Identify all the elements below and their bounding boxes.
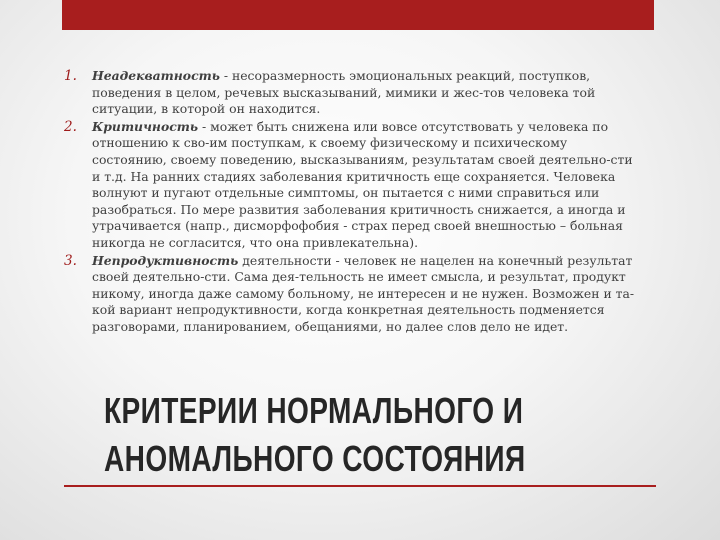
item-term: Неадекватность — [92, 68, 220, 83]
slide-title-line-1: КРИТЕРИИ НОРМАЛЬНОГО И — [104, 390, 524, 431]
item-number: 2. — [64, 118, 77, 135]
item-number: 1. — [64, 68, 77, 84]
slide-title — [104, 387, 541, 483]
list-item — [64, 253, 644, 336]
item-body — [92, 68, 644, 118]
item-body — [92, 253, 644, 336]
slide-title-line-2: АНОМАЛЬНОГО СОСТОЯНИЯ — [104, 438, 526, 479]
top-accent-bar — [62, 0, 654, 30]
bottom-divider — [64, 485, 656, 487]
item-term: Критичность — [92, 118, 199, 134]
list-item — [64, 68, 644, 118]
list-item — [64, 119, 644, 252]
item-body — [92, 119, 644, 252]
item-text: - может быть снижена или вовсе отсутствовать у человека по отношению к сво-им поступкам, к своему физическому и психическому состоянию, своему поведению, высказываниям, результатам своей деятельно-сти и т.д. На ранних стадиях заболевания критичность еще сохраняется. Человека волнуют и пугают отдельные симптомы, он пытается с ними справиться или разобраться. По мере развития заболевания критичность снижается, а иногда и утрачивается (напр., дисморфофобия - страх перед своей внешностью – больная никогда не согласится, что она привлекательна). — [92, 118, 633, 250]
criteria-list — [64, 68, 644, 337]
item-number: 3. — [64, 252, 77, 269]
item-text: - несоразмерность эмоциональных реакций, поступков, поведения в целом, речевых высказываний, мимики и жес-тов человека той ситуации, в которой он находится. — [92, 68, 596, 117]
item-term: Непродуктивность — [92, 252, 239, 268]
item-text: деятельности - человек не нацелен на конечный результат своей деятельно-сти. Сама дея-тельность не имеет смысла, и результат, продукт никому, иногда даже самому больному, не интересен и не нужен. Возможен и та-кой вариант непродуктивности, когда конкретная деятельность подменяется разговорами, планированием, обещаниями, но далее слов дело не идет. — [92, 252, 635, 334]
